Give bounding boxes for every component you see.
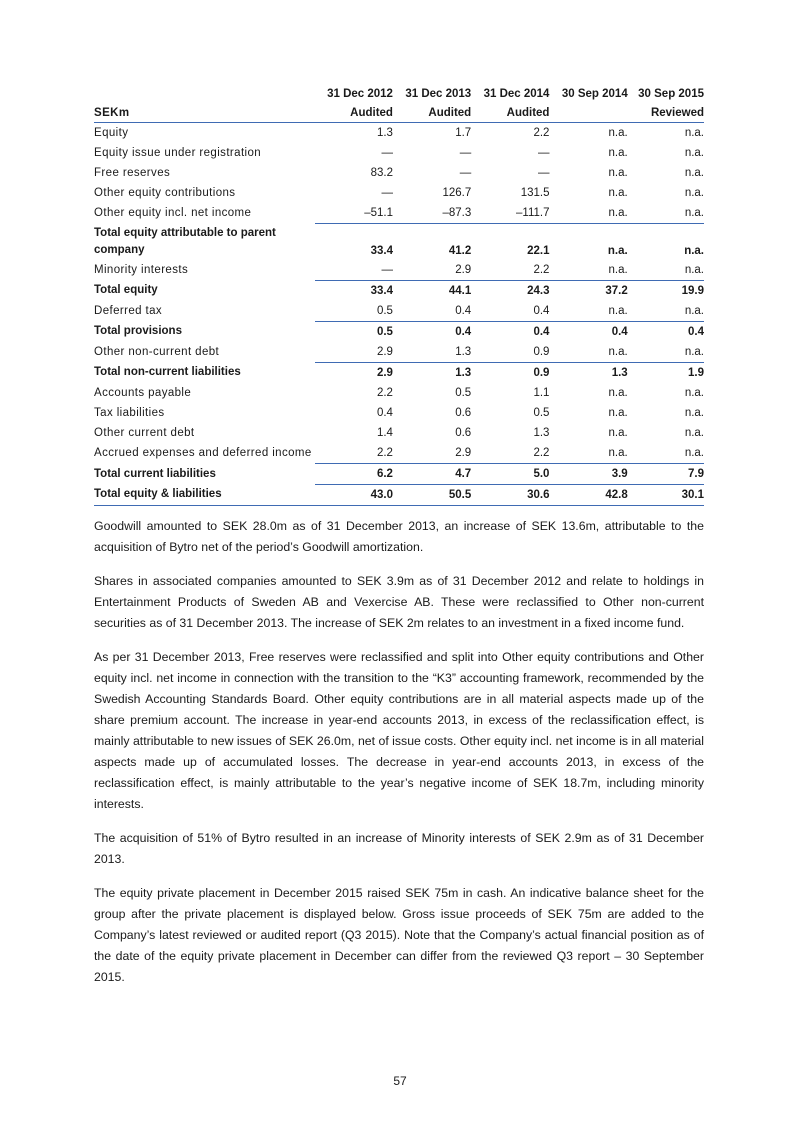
- row-label: Accounts payable: [94, 386, 192, 399]
- col-header-date: 31 Dec 2012: [327, 87, 393, 100]
- row-value: 2.2: [471, 443, 549, 464]
- row-value: 33.4: [370, 244, 393, 257]
- col-header-status: [549, 103, 627, 123]
- row-value: 1.4: [376, 426, 393, 439]
- table-row: [94, 163, 704, 183]
- row-value: –87.3: [393, 203, 471, 224]
- row-value: n.a.: [684, 386, 704, 399]
- row-value: 30.1: [628, 484, 704, 505]
- row-value: 0.5: [315, 301, 393, 322]
- row-value: —: [381, 187, 393, 199]
- table-row: [94, 342, 704, 363]
- row-value: 2.9: [393, 260, 471, 281]
- row-value: 1.3: [393, 342, 471, 363]
- status-header-row: [94, 103, 704, 123]
- row-value: 0.9: [533, 366, 550, 379]
- row-value: n.a.: [628, 260, 704, 281]
- row-value: n.a.: [549, 260, 627, 281]
- row-value: n.a.: [608, 147, 628, 159]
- row-value: n.a.: [608, 187, 628, 199]
- row-value: 0.6: [455, 406, 472, 419]
- row-value: 24.3: [527, 284, 550, 297]
- row-value: 0.5: [533, 406, 550, 419]
- row-label: Total non-current liabilities: [94, 366, 241, 379]
- row-label: Total current liabilities: [94, 467, 216, 480]
- paragraph-goodwill: Goodwill amounted to SEK 28.0m as of 31 December 2013, an increase of SEK 13.6m, attributable to the acquisition of Bytro net of the period’s Goodwill amortization.: [94, 519, 704, 554]
- row-value: n.a.: [628, 203, 704, 224]
- row-label: Free reserves: [94, 167, 171, 179]
- row-value: —: [459, 147, 472, 159]
- table-row: [94, 321, 704, 342]
- row-label: Tax liabilities: [94, 406, 165, 419]
- row-value: n.a.: [684, 406, 704, 419]
- row-value: n.a.: [608, 127, 628, 139]
- row-value: 19.9: [681, 284, 704, 297]
- table-row: [94, 183, 704, 203]
- row-value: n.a.: [684, 147, 704, 159]
- table-row: [94, 260, 704, 281]
- table-row: [94, 443, 704, 464]
- row-value: n.a.: [607, 244, 628, 257]
- balance-sheet-table: [94, 84, 704, 506]
- row-value: n.a.: [684, 127, 704, 139]
- row-value: n.a.: [608, 167, 628, 179]
- row-label: Other equity incl. net income: [94, 207, 252, 220]
- row-value: n.a.: [628, 443, 704, 464]
- row-label: Total provisions: [94, 325, 182, 338]
- paragraph-minority-interests: The acquisition of 51% of Bytro resulted in an increase of Minority interests of SEK 2.9m as of 31 December 2013.: [94, 831, 704, 866]
- row-value: 0.4: [455, 325, 472, 338]
- row-value: 44.1: [448, 284, 472, 297]
- row-value: 6.2: [315, 463, 393, 484]
- row-label: Equity issue under registration: [94, 147, 262, 159]
- row-value: 0.4: [471, 301, 549, 322]
- table-row: [94, 280, 704, 301]
- row-label: Total equity: [94, 284, 158, 297]
- col-header-status: Reviewed: [628, 103, 704, 123]
- row-value: —: [381, 147, 393, 159]
- row-value: n.a.: [684, 187, 704, 199]
- table-row: [94, 463, 704, 484]
- row-value: 1.1: [533, 386, 550, 399]
- page-number: 57: [393, 1074, 407, 1088]
- col-header-date: 31 Dec 2014: [483, 87, 550, 100]
- row-value: –111.7: [471, 203, 549, 224]
- row-value: 126.7: [442, 187, 472, 199]
- row-label: Minority interests: [94, 263, 189, 276]
- row-value: 1.3: [533, 426, 550, 439]
- row-value: n.a.: [684, 426, 704, 439]
- row-value: n.a.: [549, 342, 627, 363]
- row-value: —: [459, 167, 472, 179]
- row-value: n.a.: [608, 406, 628, 419]
- row-value: 83.2: [370, 167, 393, 179]
- col-header-date: 30 Sep 2014: [561, 87, 628, 100]
- paragraph-free-reserves: As per 31 December 2013, Free reserves were reclassified and split into Other equity contributions and Other equity incl. net income in connection with the transition to the “K3” accounting framework, recommended by the Swedish Accounting Standards Board. Other equity contributions are in all material aspects made up of the share premium account. The increase in year-end accounts 2013, in excess of the reclassification effect, is mainly attributable to new issues of SEK 26.0m, net of issue costs. Other equity incl. net income is in all material aspects made up of accumulated losses. The decrease in year-end accounts 2013, in excess of the reclassification effect, is mainly attributable to the year’s negative income of SEK 18.7m, including minority interests.: [94, 650, 704, 811]
- row-label: Total equity attributable to parent company: [94, 226, 276, 256]
- row-value: 0.4: [533, 325, 550, 338]
- row-value: 0.4: [611, 325, 628, 338]
- row-value: n.a.: [549, 443, 627, 464]
- row-value: 4.7: [393, 463, 471, 484]
- table-row: [94, 123, 704, 144]
- table-row: [94, 423, 704, 443]
- row-value: 0.6: [455, 426, 472, 439]
- row-value: n.a.: [684, 244, 704, 257]
- table-row: [94, 301, 704, 322]
- row-value: 7.9: [628, 463, 704, 484]
- balance-sheet-table-container: [94, 84, 704, 506]
- row-value: n.a.: [628, 342, 704, 363]
- row-value: n.a.: [628, 301, 704, 322]
- row-value: 2.2: [533, 127, 550, 139]
- row-value: 1.3: [611, 366, 628, 379]
- row-value: —: [315, 260, 393, 281]
- row-value: n.a.: [549, 203, 627, 224]
- col-header-status: Audited: [315, 103, 393, 123]
- row-value: 22.1: [527, 244, 550, 257]
- row-value: n.a.: [608, 426, 628, 439]
- row-value: 2.9: [315, 342, 393, 363]
- row-label: Total equity & liabilities: [94, 484, 315, 505]
- row-value: 2.9: [393, 443, 471, 464]
- row-label: Other non-current debt: [94, 345, 220, 358]
- row-label: Deferred tax: [94, 304, 163, 317]
- row-value: 3.9: [549, 463, 627, 484]
- unit-label: SEKm: [94, 103, 315, 123]
- row-value: 1.3: [455, 366, 472, 379]
- table-row: [94, 362, 704, 383]
- row-value: —: [537, 147, 550, 159]
- row-value: n.a.: [549, 301, 627, 322]
- row-value: 1.3: [376, 127, 393, 139]
- row-value: 2.2: [315, 443, 393, 464]
- row-value: n.a.: [608, 386, 628, 399]
- row-value: –51.1: [315, 203, 393, 224]
- row-value: 42.8: [549, 484, 627, 505]
- row-value: 0.9: [471, 342, 549, 363]
- row-value: 37.2: [605, 284, 628, 297]
- paragraph-private-placement: The equity private placement in December 2015 raised SEK 75m in cash. An indicative balance sheet for the group after the private placement is displayed below. Gross issue proceeds of SEK 75m are added to the Company’s latest reviewed or audited report (Q3 2015). Note that the Company’s actual financial position as of the date of the equity private placement in December can differ from the reviewed Q3 report – 30 September 2015.: [94, 886, 704, 984]
- row-value: 0.4: [376, 406, 393, 419]
- table-row: [94, 203, 704, 224]
- row-value: 1.9: [688, 366, 704, 379]
- row-value: 131.5: [520, 187, 550, 199]
- row-value: 43.0: [315, 484, 393, 505]
- date-header-row: [94, 84, 704, 103]
- table-body: [94, 123, 704, 506]
- row-value: 50.5: [393, 484, 471, 505]
- row-value: 41.2: [448, 244, 472, 257]
- col-header-status: Audited: [393, 103, 471, 123]
- body-text: [94, 516, 704, 1001]
- row-label: Equity: [94, 127, 129, 139]
- row-label: Accrued expenses and deferred income: [94, 446, 312, 459]
- row-value: 2.2: [471, 260, 549, 281]
- table-row: [94, 143, 704, 163]
- row-label: Other equity contributions: [94, 187, 236, 199]
- row-value: 33.4: [370, 284, 393, 297]
- col-header-status: Audited: [471, 103, 549, 123]
- col-header-date: 31 Dec 2013: [405, 87, 472, 100]
- row-value: 0.4: [688, 325, 704, 338]
- row-value: n.a.: [684, 167, 704, 179]
- paragraph-associated-companies: Shares in associated companies amounted to SEK 3.9m as of 31 December 2012 and relate to holdings in Entertainment Products of Sweden AB and Vexercise AB. These were reclassified to Other non-current securities as of 31 December 2013. The increase of SEK 2m relates to an investment in a fixed income fund.: [94, 574, 704, 630]
- row-label: Other current debt: [94, 426, 195, 439]
- row-value: 2.9: [376, 366, 393, 379]
- table-row: [94, 484, 704, 505]
- table-row: [94, 403, 704, 423]
- row-value: —: [537, 167, 550, 179]
- row-value: 1.7: [455, 127, 472, 139]
- row-value: 2.2: [376, 386, 393, 399]
- col-header-date: 30 Sep 2015: [638, 87, 704, 100]
- row-value: 30.6: [471, 484, 549, 505]
- row-value: 0.5: [376, 325, 393, 338]
- table-row: [94, 383, 704, 403]
- row-value: 0.5: [455, 386, 472, 399]
- row-value: 0.4: [393, 301, 471, 322]
- table-row: [94, 224, 704, 260]
- row-value: 5.0: [471, 463, 549, 484]
